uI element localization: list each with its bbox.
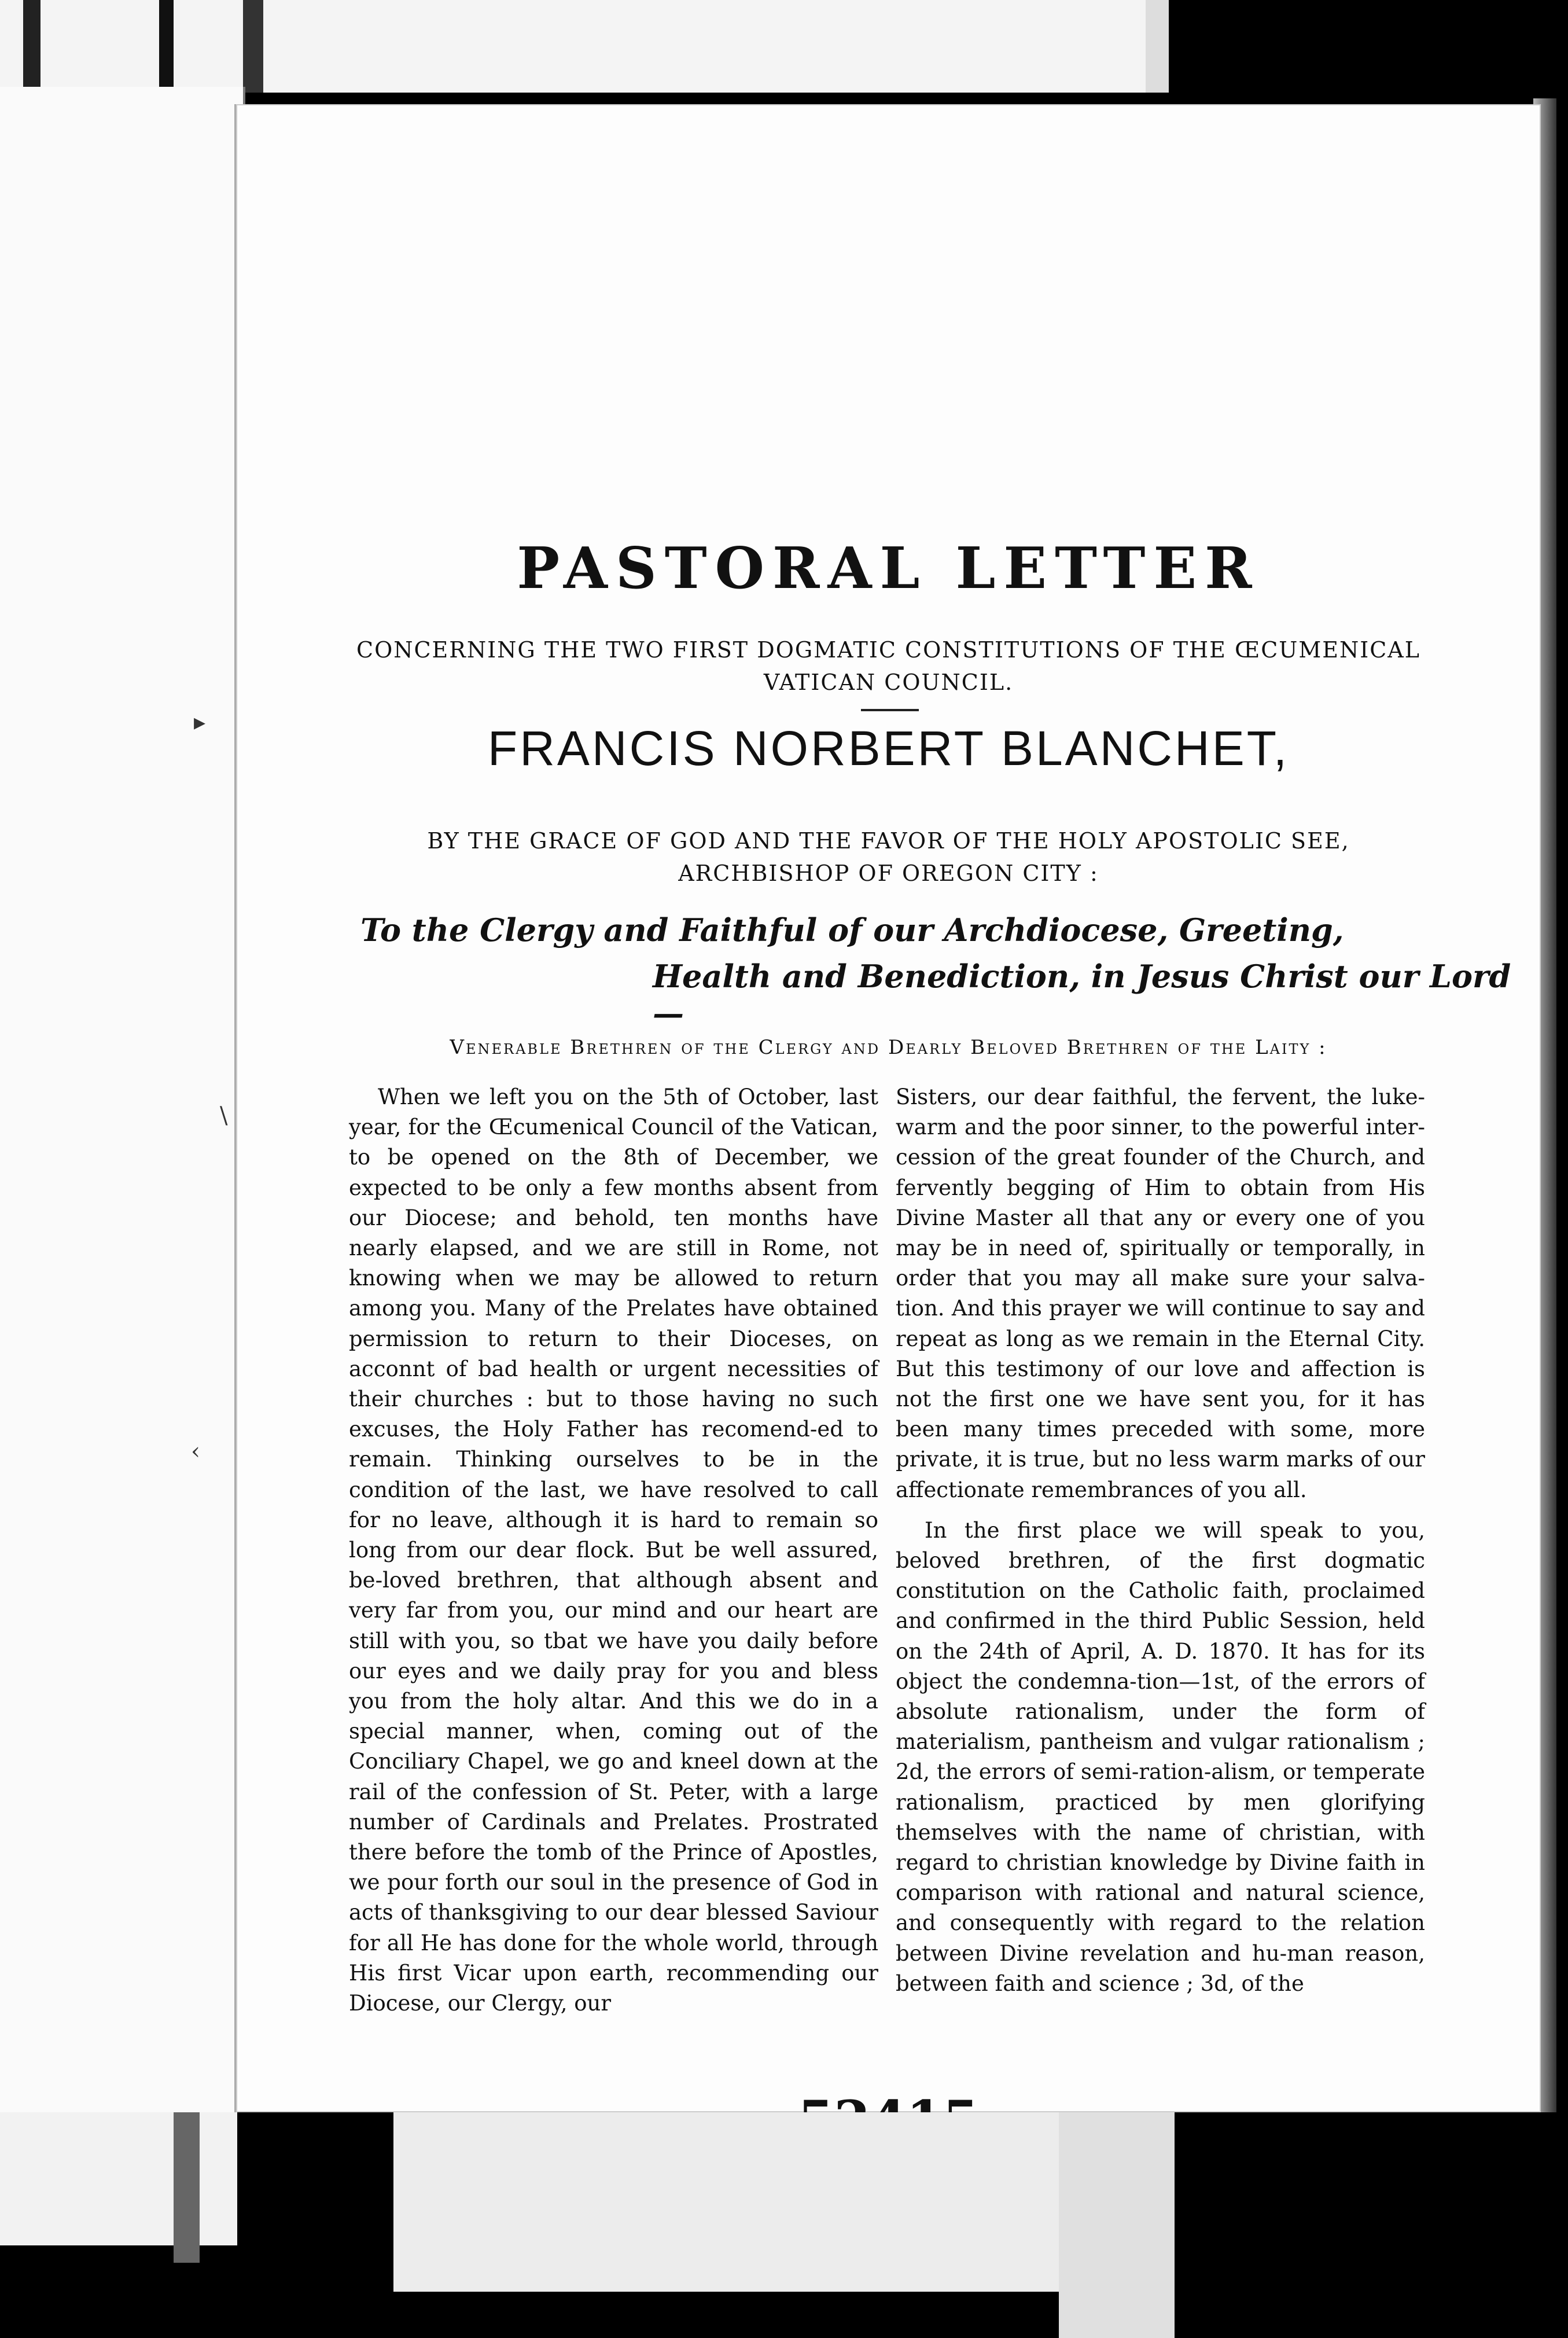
author-title-line: ARCHBISHOP OF OREGON CITY : bbox=[678, 861, 1099, 886]
scan-artifact bbox=[0, 2112, 237, 2245]
author-title-line: BY THE GRACE OF GOD AND THE FAVOR OF THE HOLY APOSTOLIC SEE, bbox=[427, 828, 1350, 854]
left-column bbox=[349, 1082, 878, 2020]
author-title bbox=[236, 825, 1541, 889]
subtitle-line: VATICAN COUNCIL. bbox=[763, 670, 1014, 695]
margin-mark: ▸ bbox=[194, 709, 206, 736]
scan-artifact bbox=[1059, 2112, 1175, 2338]
paragraph: In the first place we will speak to you, beloved brethren, of the first dogmatic constitution on the Catholic faith, proclaimed and confirmed in the third Public Session, held on the 24th of April, A. D. 1870. It has for its object the condemna-tion—1st, of the errors of absolute rationalism, under the form of materialism, pantheism and vulgar rationalism ; 2d, the errors of semi-ration-alism, or temperate rationalism, practiced by men glorifying themselves with the name of christian, with regard to christian knowledge by Divine faith in comparison with rational and natural science, and consequently with regard to the relation between Divine revelation and hu-man reason, between faith and science ; 3d, of the bbox=[896, 1517, 1425, 1996]
scan-artifact bbox=[174, 2112, 200, 2263]
scan-artifact bbox=[159, 0, 174, 93]
scan-background-bottom bbox=[0, 2112, 1568, 2338]
salutation: Venerable Brethren of the Clergy and Dearly Beloved Brethren of the Laity : bbox=[450, 1036, 1327, 1059]
body-columns bbox=[349, 1082, 1425, 2020]
scan-background-top bbox=[0, 0, 1169, 93]
subtitle bbox=[236, 634, 1541, 699]
right-column bbox=[896, 1082, 1425, 2020]
document-page bbox=[234, 104, 1541, 2112]
author-name: FRANCIS NORBERT BLANCHET, bbox=[487, 721, 1290, 775]
margin-mark: \ bbox=[220, 1102, 228, 1129]
scan-artifact bbox=[1146, 0, 1169, 93]
scan-artifact bbox=[23, 0, 41, 93]
greeting-line: Health and Benediction, in Jesus Christ our Lord— bbox=[653, 958, 1511, 1032]
margin-mark: ‹ bbox=[191, 1438, 200, 1465]
subtitle-line: CONCERNING THE TWO FIRST DOGMATIC CONSTITUTIONS OF THE ŒCUMENICAL bbox=[356, 637, 1420, 663]
paragraph: Sisters, our dear faithful, the fervent, the luke-warm and the poor sinner, to the powerful inter-cession of the great founder of the Church, and fervently begging of Him to obtain from His Divine Master all that any or every one of you may be in need of, spiritually or temporally, in order that you may all make sure your salva-tion. And this prayer we will continue to say and repeat as long as we remain in the Eternal City. But this testimony of our love and affection is not the first one we have sent you, for it has been many times preceded with some, more private, it is true, but no less warm marks of our affectionate remembrances of you all. bbox=[896, 1085, 1425, 1502]
scan-artifact bbox=[243, 0, 263, 93]
facing-page-edge bbox=[0, 87, 245, 2118]
greeting-line: To the Clergy and Faithful of our Archdiocese, Greeting, bbox=[360, 911, 1344, 949]
paragraph: When we left you on the 5th of October, last year, for the Œcumenical Council of the Vatican, to be opened on the 8th of December, we expected to be only a few months absent from our Diocese; and behold, ten months have nearly elapsed, and we are still in Rome, not knowing when we may be allowed to return among you. Many of the Prelates have obtained permission to return to their Dioceses, on acconnt of bad health or urgent necessities of their churches : but to those having no such excuses, the Holy Father has recomend-ed to remain. Thinking ourselves to be in the condition of the last, we have resolved to call for no leave, although it is hard to remain so long from our dear flock. But be well assured, be-loved brethren, that although absent and very far from you, our mind and our heart are still with you, so tbat we have you daily before our eyes and we daily pray for you and bless you from the holy altar. And this we do in a special manner, when, coming out of the Conciliary Chapel, we go and kneel down at the rail of the confession of St. Peter, with a large number of Cardinals and Prelates. Prostrated there before the tomb of the Prince of Apostles, we pour forth our soul in the presence of God in acts of thanksgiving to our dear blessed Saviour for all He has done for the whole world, through His first Vicar upon earth, recommending our Diocese, our Clergy, our bbox=[349, 1085, 878, 2016]
page-title: PASTORAL LETTER bbox=[517, 535, 1260, 602]
scan-artifact bbox=[393, 2112, 1059, 2292]
divider-rule bbox=[861, 709, 919, 711]
